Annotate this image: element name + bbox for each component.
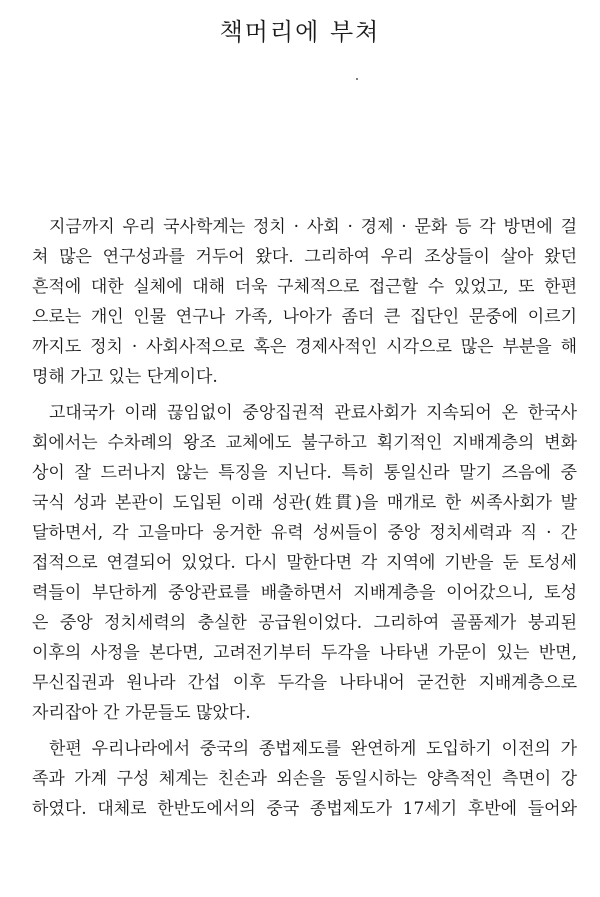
text-line: 력들이 부단하게 중앙관료를 배출하면서 지배계층을 이어갔으니, 토성 (32, 583, 577, 603)
text-line: 달하면서, 각 고을마다 웅거한 유력 성씨들이 중앙 정치세력과 직 · 간 (32, 523, 577, 543)
page-mark (356, 78, 358, 80)
body-text (32, 212, 577, 830)
page-title: 책머리에 부쳐 (219, 18, 381, 46)
text-line: 국식 성과 본관이 도입된 이래 성관(姓貫)을 매개로 한 씨족사회가 발 (32, 493, 577, 513)
paragraph-3 (32, 734, 577, 824)
text-line: 상이 잘 드러나지 않는 특징을 지닌다. 특히 통일신라 말기 즈음에 중 (32, 463, 577, 483)
text-line: 이후의 사정을 본다면, 고려전기부터 두각을 나타낸 가문이 있는 반면, (32, 643, 577, 663)
paragraph-1 (32, 212, 577, 392)
text-line: 까지도 정치 · 사회사적으로 혹은 경제사적인 시각으로 많은 부분을 해 (32, 337, 577, 357)
text-line: 무신집권과 원나라 간섭 이후 두각을 나타내어 굳건한 지배계층으로 (32, 673, 577, 693)
text-line: 한편 우리나라에서 중국의 종법제도를 완연하게 도입하기 이전의 가 (49, 739, 577, 759)
text-line: 지금까지 우리 국사학계는 정치 · 사회 · 경제 · 문화 등 각 방면에 걸 (49, 217, 577, 237)
paragraph-2 (32, 398, 577, 728)
text-line: 고대국가 이래 끊임없이 중앙집권적 관료사회가 지속되어 온 한국사 (49, 403, 577, 423)
text-line: 명해 가고 있는 단계이다. (32, 367, 218, 387)
text-line: 흔적에 대한 실체에 대해 더욱 구체적으로 접근할 수 있었고, 또 한편 (32, 277, 577, 297)
text-line: 쳐 많은 연구성과를 거두어 왔다. 그리하여 우리 조상들이 살아 왔던 (32, 247, 577, 267)
text-line: 은 중앙 정치세력의 충실한 공급원이었다. 그리하여 골품제가 붕괴된 (32, 613, 577, 633)
text-line: 회에서는 수차례의 왕조 교체에도 불구하고 획기적인 지배계층의 변화 (32, 433, 577, 453)
text-line: 하였다. 대체로 한반도에서의 중국 종법제도가 17세기 후반에 들어와 (32, 799, 577, 819)
text-line: 접적으로 연결되어 있었다. 다시 말한다면 각 지역에 기반을 둔 토성세 (32, 553, 577, 573)
text-line: 으로는 개인 인물 연구나 가족, 나아가 좀더 큰 집단인 문중에 이르기 (32, 307, 577, 327)
text-line: 자리잡아 간 가문들도 많았다. (32, 703, 251, 723)
text-line: 족과 가계 구성 체계는 친손과 외손을 동일시하는 양측적인 측면이 강 (32, 769, 577, 789)
